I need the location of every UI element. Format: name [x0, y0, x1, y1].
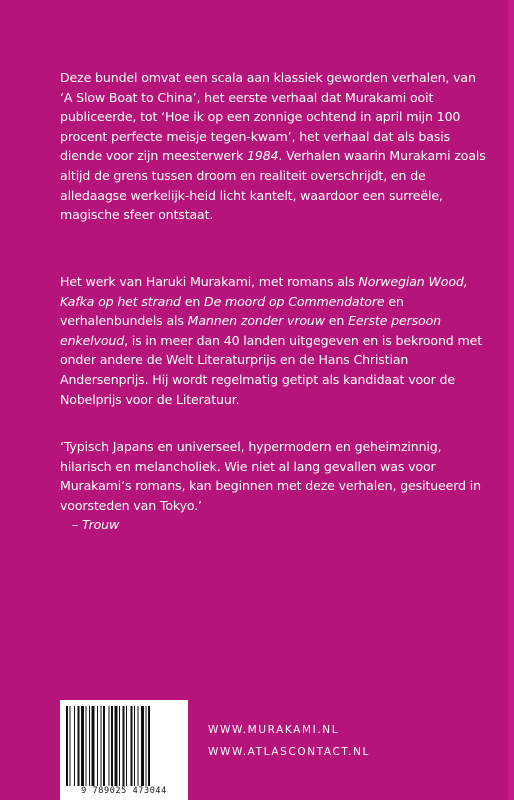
barcode-bar	[109, 706, 110, 786]
barcode	[60, 700, 188, 800]
barcode-bar	[131, 706, 133, 786]
title-kafka: Kafka op het strand	[60, 293, 181, 309]
website-link-atlascontact[interactable]: WWW.ATLASCONTACT.NL	[208, 746, 370, 758]
bio-text: en	[324, 313, 349, 329]
barcode-bar	[89, 706, 90, 786]
bio-text: en	[180, 293, 205, 309]
barcode-bars	[66, 706, 182, 786]
barcode-bar	[115, 706, 118, 786]
barcode-bar	[66, 706, 68, 786]
spine-edge	[508, 0, 514, 800]
title-mannen: Mannen zonder vrouw	[187, 313, 325, 329]
bio-text: ,	[463, 274, 468, 289]
barcode-bar	[126, 706, 127, 786]
barcode-bar	[148, 706, 150, 786]
barcode-bar	[74, 706, 75, 786]
barcode-bar	[123, 706, 125, 786]
barcode-bar	[141, 706, 144, 786]
review-quote	[60, 437, 490, 535]
bio-text: , is in meer dan 40 landen uitgegeven en is bekroond met onder andere de Welt Literaturprijs en de Hans Christian Andersenprijs. Hij wordt regelmatig getipt als kandidaat voor de Nobelprijs voor de Literatuur.	[60, 332, 482, 407]
barcode-bar	[138, 706, 139, 786]
website-link-murakami[interactable]: WWW.MURAKAMI.NL	[208, 724, 340, 736]
barcode-bar	[92, 706, 95, 786]
barcode-bar	[81, 706, 84, 786]
isbn-number: 9 789025 473044	[81, 786, 167, 796]
barcode-bar	[70, 706, 71, 786]
bio-text: Het werk van Haruki Murakami, met romans als	[60, 274, 359, 289]
barcode-bar	[146, 706, 147, 786]
barcode-bar	[97, 706, 98, 786]
blurb-paragraph-1	[60, 68, 490, 225]
barcode-bar	[134, 706, 135, 786]
title-commendatore: De moord op Commendatore	[204, 293, 385, 309]
barcode-bar	[119, 706, 120, 786]
blurb-text: Deze bundel omvat een scala aan klassiek geworden verhalen, van ‘A Slow Boat to China’, het eerste verhaal dat Murakami ooit publiceerde, tot ‘Hoe ik op een zonnige ochtend in april mijn 100 procent perfecte meisje tegen-kwam’, het verhaal dat als basis diende voor zijn meesterwerk	[60, 70, 476, 164]
author-bio-paragraph	[60, 272, 490, 409]
title-1984: 1984	[246, 148, 279, 164]
barcode-bar	[78, 706, 80, 786]
title-norwegian-wood: Norwegian Wood	[358, 274, 464, 289]
barcode-bar	[101, 706, 102, 786]
quote-attribution: – Trouw	[72, 517, 120, 533]
blurb-text: . Verhalen waarin Murakami zoals altijd de grens tussen droom en realiteit overschrijdt, en de alledaagse werkelijk-heid licht kantelt, waardoor een surreële, magische sfeer ontstaat.	[60, 148, 486, 223]
barcode-bar	[103, 706, 105, 786]
quote-text: ‘Typisch Japans en universeel, hypermodern en geheimzinnig, hilarisch en melancholiek. Wie niet al lang gevallen was voor Murakami’s romans, kan beginnen met deze verhalen, gesitueerd in voorsteden van Tokyo.’	[60, 439, 481, 513]
title-eerste-persoon: Eerste persoon enkelvoud	[60, 313, 441, 348]
barcode-bar	[86, 706, 87, 786]
bio-text: en verhalenbundels als	[60, 293, 404, 329]
barcode-bar	[111, 706, 113, 786]
